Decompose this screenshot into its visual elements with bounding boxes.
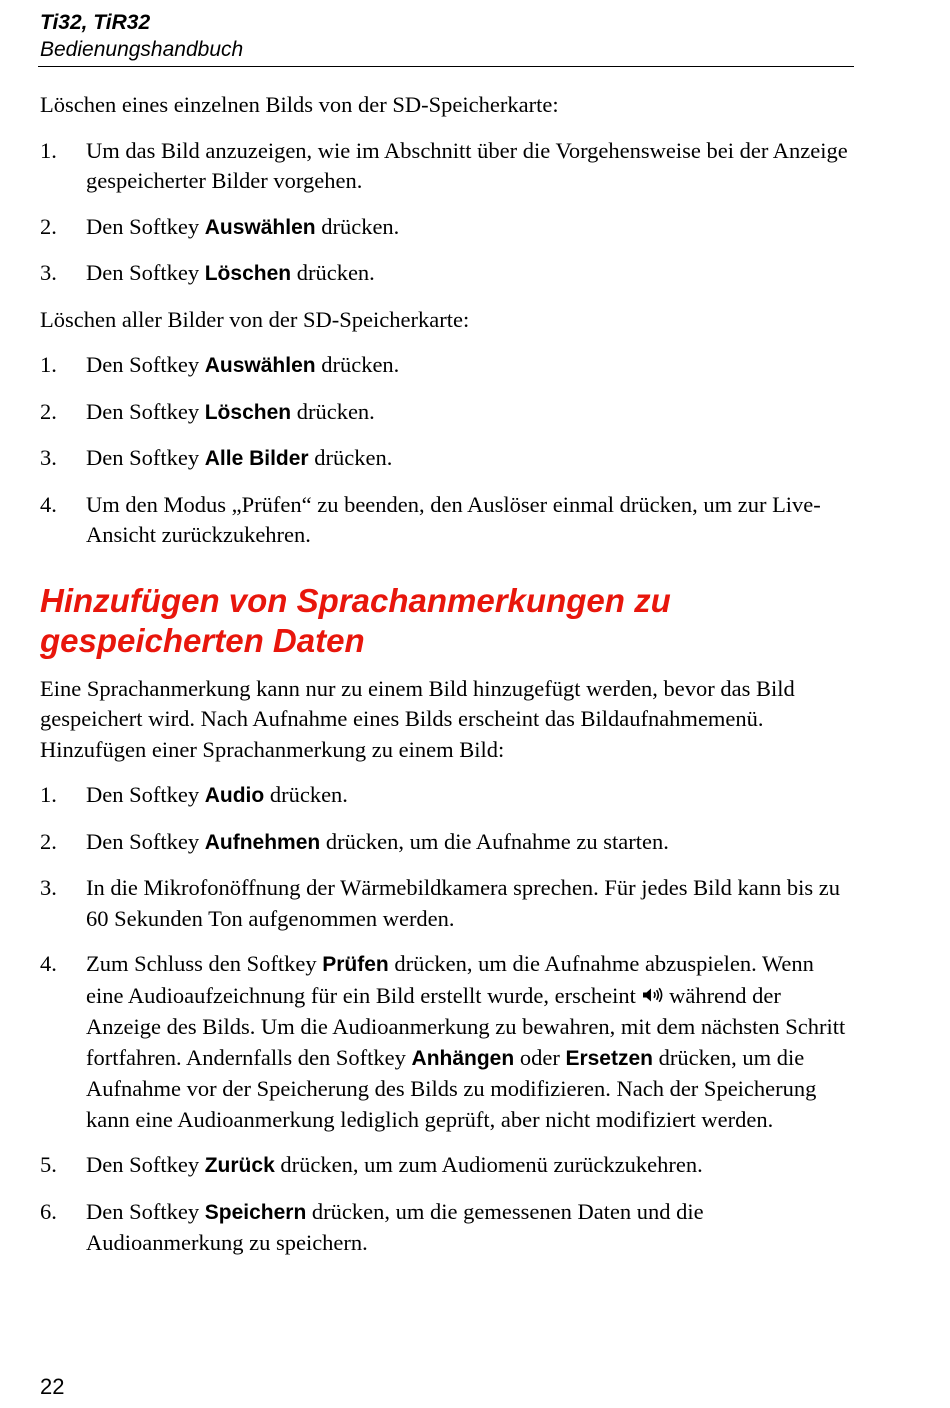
softkey-name: Speichern	[204, 1200, 307, 1224]
step-number: 2.	[40, 828, 57, 854]
step-number: 3.	[40, 260, 57, 285]
running-header-subtitle: Bedienungshandbuch	[40, 38, 244, 61]
step-number: 3.	[40, 875, 57, 900]
running-header-title: Ti32, TiR32	[40, 11, 151, 34]
step-text: drücken.	[264, 782, 348, 807]
header-divider	[38, 66, 854, 67]
softkey-name: Alle Bilder	[204, 447, 309, 470]
list-item	[40, 949, 852, 1135]
step-text: Den Softkey	[86, 782, 205, 807]
softkey-name: Anhängen	[411, 1046, 515, 1070]
list-item	[40, 350, 852, 382]
step-text: drücken.	[315, 213, 400, 239]
list-item	[40, 873, 852, 934]
step-text: drücken, um die Aufnahme abzuspielen. Wenn eine Audioaufzeichnung für ein Bild erstellt wurde, erscheint	[86, 951, 814, 1008]
softkey-name: Prüfen	[322, 953, 389, 976]
step-text: drücken, um zum Audiomenü zurückzukehren.	[274, 1152, 703, 1177]
step-number: 4.	[40, 491, 57, 517]
step-number: 3.	[40, 445, 57, 470]
voice-annotation-intro: Eine Sprachanmerkung kann nur zu einem Bild hinzugefügt werden, bevor das Bild gespeichert wird. Nach Aufnahme eines Bilds erscheint das Bildaufnahmemenü. Hinzufügen einer Sprachanmerkung zu einem Bild:	[40, 675, 795, 762]
step-text: Den Softkey	[86, 828, 205, 854]
voice-annotation-steps	[40, 780, 852, 1259]
list-item	[40, 1150, 852, 1182]
step-number: 1.	[40, 782, 57, 807]
step-number: 2.	[40, 213, 57, 239]
page-number: 22	[40, 1374, 65, 1399]
step-number: 4.	[40, 951, 57, 976]
list-item	[40, 490, 852, 551]
softkey-name: Zurück	[204, 1154, 275, 1177]
step-text: Zum Schluss den Softkey	[86, 951, 323, 976]
step-text: oder	[514, 1044, 566, 1070]
list-item	[40, 258, 852, 290]
list-item	[40, 827, 852, 859]
step-text: Den Softkey	[86, 213, 205, 239]
list-item	[40, 1197, 852, 1259]
step-text: drücken.	[315, 352, 400, 377]
delete-all-steps	[40, 350, 852, 551]
step-text: drücken.	[308, 445, 393, 470]
step-text: Um den Modus „Prüfen“ zu beenden, den Auslöser einmal drücken, um zur Live-Ansicht zurückzukehren.	[86, 491, 821, 547]
step-text: drücken, um die Aufnahme vor der Speicherung des Bilds zu modifizieren. Nach der Speicherung kann eine Audioanmerkung lediglich geprüft, aber nicht modifiziert werden.	[86, 1044, 817, 1132]
softkey-name: Audio	[204, 784, 265, 807]
step-number: 6.	[40, 1198, 57, 1224]
page-body	[40, 90, 852, 1274]
step-text: Den Softkey	[86, 398, 205, 424]
step-text: drücken, um die Aufnahme zu starten.	[320, 828, 669, 854]
step-text: Um das Bild anzuzeigen, wie im Abschnitt über die Vorgehensweise bei der Anzeige gespeicherter Bilder vorgehen.	[86, 137, 848, 193]
delete-all-intro: Löschen aller Bilder von der SD-Speicherkarte:	[40, 306, 470, 332]
softkey-name: Löschen	[204, 262, 292, 285]
softkey-name: Auswählen	[204, 354, 316, 377]
list-item	[40, 443, 852, 475]
delete-single-steps	[40, 136, 852, 290]
step-text: In die Mikrofonöffnung der Wärmebildkamera sprechen. Für jedes Bild kann bis zu 60 Sekunden Ton aufgenommen werden.	[86, 875, 840, 931]
step-number: 1.	[40, 137, 57, 163]
step-number: 2.	[40, 398, 57, 424]
step-text: drücken, um die gemessenen Daten und die Audioanmerkung zu speichern.	[86, 1198, 704, 1255]
step-number: 5.	[40, 1152, 57, 1177]
softkey-name: Ersetzen	[565, 1046, 653, 1070]
list-item	[40, 136, 852, 197]
step-number: 1.	[40, 352, 57, 377]
step-text: Den Softkey	[86, 1152, 205, 1177]
step-text: drücken.	[291, 260, 375, 285]
softkey-name: Auswählen	[204, 215, 316, 239]
step-text: Den Softkey	[86, 260, 205, 285]
list-item	[40, 397, 852, 429]
step-text: Den Softkey	[86, 352, 205, 377]
delete-single-intro: Löschen eines einzelnen Bilds von der SD-Speicherkarte:	[40, 92, 559, 117]
step-text: während der Anzeige des Bilds. Um die Audioanmerkung zu bewahren, mit dem nächsten Schritt fortfahren. Andernfalls den Softkey	[86, 982, 846, 1070]
speaker-icon	[641, 982, 663, 1013]
step-text: drücken.	[291, 398, 375, 424]
list-item	[40, 212, 852, 244]
softkey-name: Aufnehmen	[204, 830, 321, 854]
step-text: Den Softkey	[86, 1198, 205, 1224]
list-item	[40, 780, 852, 812]
softkey-name: Löschen	[204, 400, 292, 424]
step-text: Den Softkey	[86, 445, 205, 470]
section-heading: Hinzufügen von Sprachanmerkungen zu gespeicherten Daten	[40, 581, 671, 659]
